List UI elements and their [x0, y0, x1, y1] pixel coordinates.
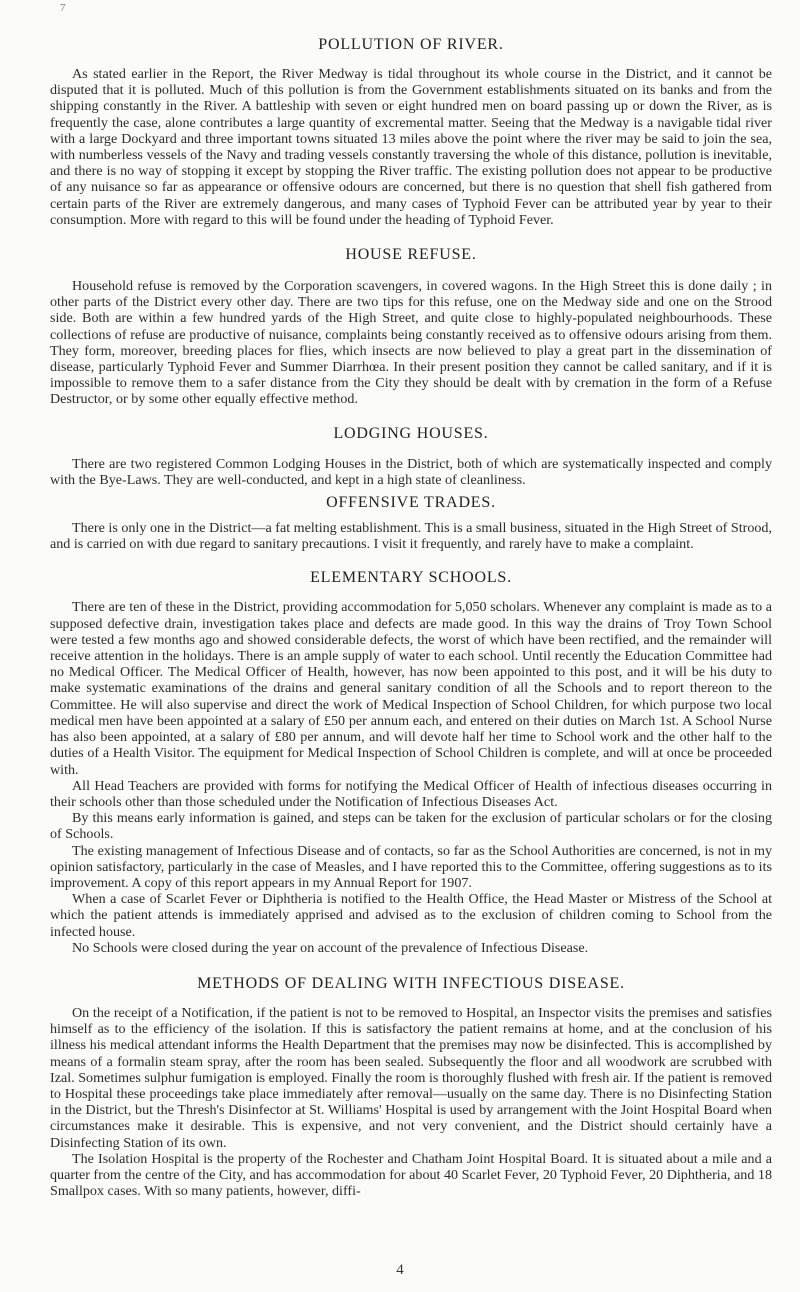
paragraph: There are ten of these in the District, providing accommodation for 5,050 scholars. Whenever any complaint is made as to a supposed defective drain, investigation takes place and defects are made good. In this way the drains of Troy Town School were tested a few months ago and showed considerable defects, the worst of which have been rectified, and the remainder will receive attention in the holidays. There is an ample supply of water to each school. Until recently the Education Committee had no Medical Officer. The Medical Officer of Health, however, has now been appointed to this post, and it will be his duty to make systematic examinations of the drains and general sanitary condition of all the Schools and to report thereon to the Committee. He will also supervise and direct the work of Medical Inspection of School Children, for which purpose two local medical men have been appointed at a salary of £50 per annum each, and entered on their duties on March 1st. A School Nurse has also been appointed, at a salary of £80 per annum, and will devote half her time to School work and the other half to the duties of a Health Visitor. The equipment for Medical Inspection of School Children is complete, and will at once be proceeded with. — [50, 599, 772, 778]
section-heading-offensive-trades: OFFENSIVE TRADES. — [326, 494, 496, 512]
paragraph: The existing management of Infectious Disease and of contacts, so far as the School Authorities are concerned, is not in my opinion satisfactory, particularly in the case of Measles, and I have reported this to the Committee, offering suggestions as to its improvement. A copy of this report appears in my Annual Report for 1907. — [50, 842, 772, 891]
paragraph: By this means early information is gained, and steps can be taken for the exclusion of particular scholars or for the closing of Schools. — [50, 810, 772, 843]
paragraph: On the receipt of a Notification, if the patient is not to be removed to Hospital, an Inspector visits the premises and satisfies himself as to the efficiency of the isolation. If this is satisfactory the patient remains at home, and at the conclusion of his illness his medical attendant informs the Health Department that the premises may now be disinfected. This is accomplished by means of a formalin steam spray, after the room has been sealed. Subsequently the floor and all woodwork are scrubbed with Izal. Sometimes sulphur fumigation is employed. Finally the room is thoroughly flushed with fresh air. If the patient is removed to Hospital these proceedings take place immediately after removal—usually on the same day. There is no Disinfecting Station in the District, but the Thresh's Disinfector at St. Williams' Hospital is used by arrangement with the Joint Hospital Board when circumstances make it desirable. This is expensive, and not very convenient, and the District should certainly have a Disinfecting Station of its own. — [50, 1004, 772, 1151]
page-number: 4 — [396, 1262, 404, 1278]
paragraph: As stated earlier in the Report, the River Medway is tidal throughout its whole course in the District, and it cannot be disputed that it is polluted. Much of this pollution is from the Government establishments situated on its banks and from the shipping constantly in the River. A battleship with seven or eight hundred men on board passing up or down the River, as is frequently the case, alone contributes a large quantity of excremental matter. Seeing that the Medway is a navigable tidal river with a large Dockyard and three important towns situated 13 miles above the point where the river may be said to join the sea, with numberless vessels of the Navy and trading vessels constantly traversing the whole of this distance, pollution is inevitable, and there is no way of stopping it except by stopping the River traffic. The existing pollution does not appear to be productive of any nuisance so far as appearance or offensive odours are concerned, but there is no question that shell fish gathered from certain parts of the River are extremely dangerous, and many cases of Typhoid Fever can be attributed year by year to their consumption. More with regard to this will be found under the heading of Typhoid Fever. — [50, 66, 772, 228]
paragraph: When a case of Scarlet Fever or Diphtheria is notified to the Health Office, the Head Master or Mistress of the School at which the patient attends is immediately apprised and advised as to the exclusion of children coming to School from the infected house. — [50, 891, 772, 940]
section-heading-methods-of-dealing-with-infectious-disease: METHODS OF DEALING WITH INFECTIOUS DISEASE. — [197, 974, 625, 992]
paragraph: No Schools were closed during the year on account of the prevalence of Infectious Disease. — [72, 939, 589, 956]
paragraph: There are two registered Common Lodging Houses in the District, both of which are systematically inspected and comply with the Bye-Laws. They are well-conducted, and kept in a high state of cleanliness. — [50, 455, 772, 488]
text-area — [50, 0, 772, 1199]
page-mark: 7 — [60, 2, 66, 14]
section-heading-pollution-of-river: POLLUTION OF RIVER. — [318, 36, 504, 53]
section-heading-house-refuse: HOUSE REFUSE. — [345, 246, 477, 264]
paragraph: There is only one in the District—a fat melting establishment. This is a small business, situated in the High Street of Strood, and is carried on with due regard to sanitary precautions. I visit it frequently, and rarely have to make a complaint. — [50, 520, 772, 553]
section-heading-elementary-schools: ELEMENTARY SCHOOLS. — [310, 569, 512, 587]
paragraph: All Head Teachers are provided with forms for notifying the Medical Officer of Health of infectious diseases occurring in their schools other than those scheduled under the Notification of Infectious Diseases Act. — [50, 777, 772, 810]
paragraph: The Isolation Hospital is the property of the Rochester and Chatham Joint Hospital Board. It is situated about a mile and a quarter from the centre of the City, and has accommodation for about 40 Scarlet Fever, 20 Typhoid Fever, 20 Diphtheria, and 18 Smallpox cases. With so many patients, however, diffi- — [50, 1150, 772, 1200]
section-heading-lodging-houses: LODGING HOUSES. — [333, 424, 489, 442]
paragraph: Household refuse is removed by the Corporation scavengers, in covered wagons. In the High Street this is done daily ; in other parts of the District every other day. There are two tips for this refuse, one on the Medway side and one on the Strood side. Both are within a few hundred yards of the High Street, and quite close to highly-populated neighbourhoods. These collections of refuse are productive of nuisance, complaints being constantly received as to offensive odours arising from them. They form, moreover, breeding places for flies, which insects are now believed to play a great part in the dissemination of disease, particularly Typhoid Fever and Summer Diarrhœa. In their present position they cannot be called sanitary, and if it is impossible to remove them to a safer distance from the City they should be dealt with by cremation in the form of a Refuse Destructor, or by some other equally effective method. — [50, 278, 772, 408]
